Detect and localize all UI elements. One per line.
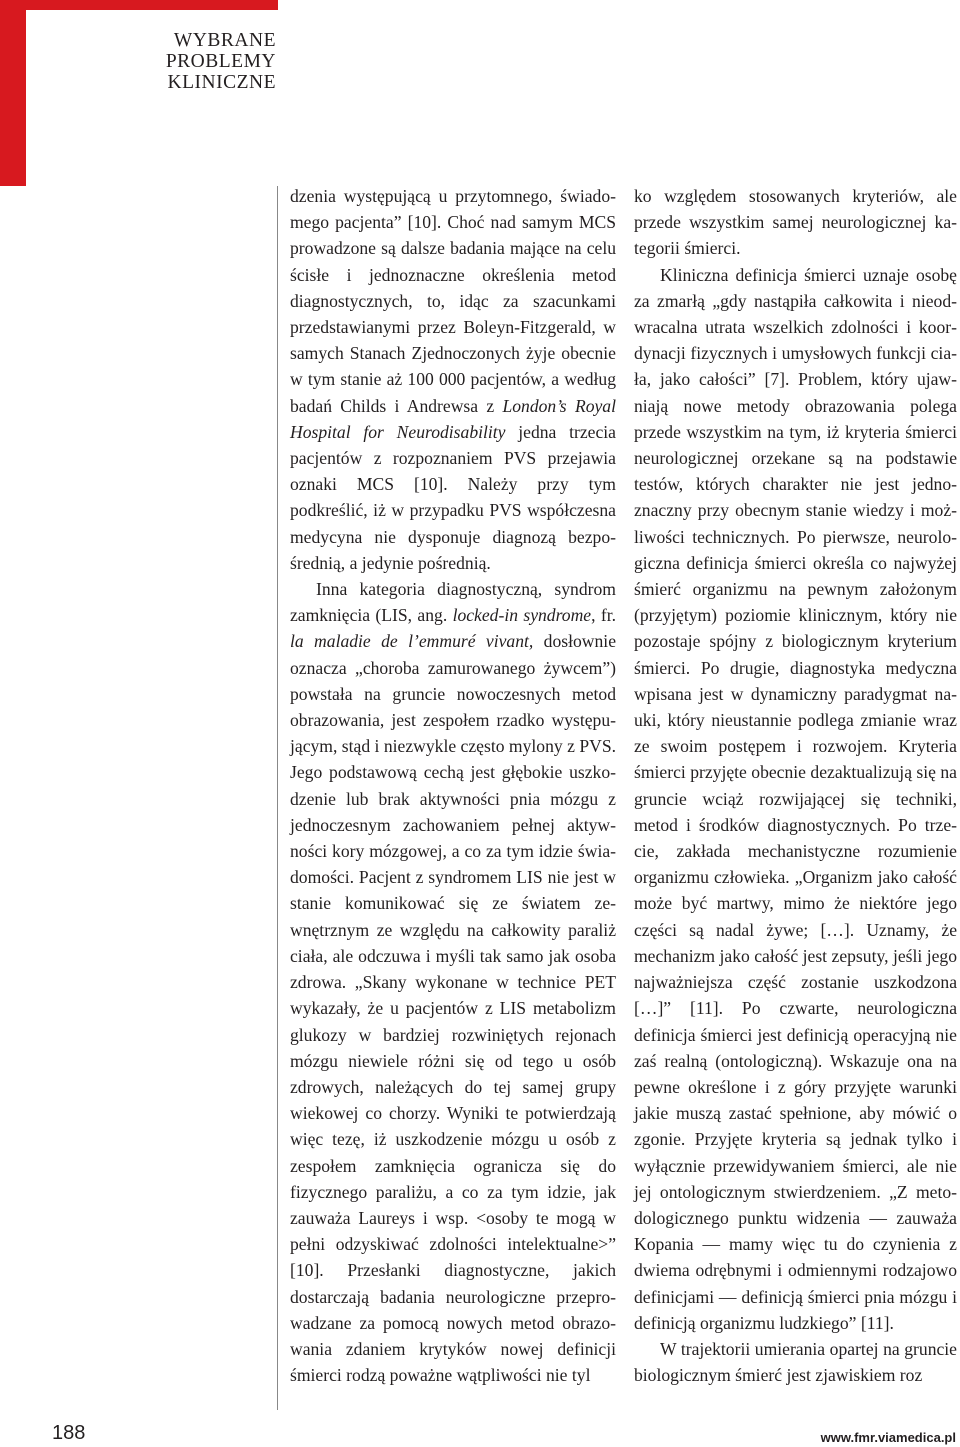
header-red-bar: [0, 0, 26, 186]
section-label: WYBRANE PROBLEMY KLINICZNE: [165, 30, 276, 93]
right-paragraph-1: ko względem stosowanych kryteriów, ale przede wszystkim samej neurologicznej kategorii śmierci.: [634, 186, 957, 259]
left-paragraph-2: Inna kategoria diagnostyczną, syndrom zamknięcia (LIS, ang. locked-in syndrome, fr. la maladie de l’emmuré vivant, dosłownie oznacza „choroba zamurowanego żywcem”) powstała na gruncie nowoczesnych metod obrazowania, jest zespołem rzadko występującym, stąd i niezwykle często mylony z PVS. Jego podstawową cechą jest głębokie uszkodzenie lub brak aktywności pnia mózgu z jednoczesnym zachowaniem pełnej aktywności kory mózgowej, a co za tym idzie świadomości. Pacjent z syndromem LIS nie jest w stanie komunikować się ze światem zewnętrznym ze względu na całkowity paraliż ciała, ale odczuwa i myśli tak samo jak osoba zdrowa. „Skany wykonane w technice PET wykazały, że u pacjentów z LIS metabolizm glukozy w bardziej rozwiniętych rejonach mózgu niewiele różni się od tego u osób zdrowych, należących do tej samej grupy wiekowej co chorzy. Wyniki te potwierdzają więc tezę, iż uszkodzenie mózgu u osób z zespołem zamknięcia ogranicza się do fizycznego paraliżu, a co za tym idzie, jak zauważa Laureys i wsp. <osoby te mogą w pełni odzyskiwać zdolności intelektualne>” [10]. Przesłanki diagnostyczne, jakich dostarczają badania neurologiczne przeprowadzane za pomocą nowych metod obrazowania zdaniem krytyków nowej definicji śmierci rodzą poważne wątpliwości nie tyl: [290, 579, 616, 1386]
right-paragraph-2: Kliniczna definicja śmierci uznaje osobę za zmarłą „gdy nastąpiła całkowita i nieodwracalna utrata wszelkich zdolności i koordynacji fizycznych i umysłowych funkcji ciała, jako całości” [7]. Problem, który ujawniają nowe metody obrazowania polega przede wszystkim na tym, iż kryteria śmierci neurologicznej orzekane są na podstawie testów, których charakter nie jest jednoznaczny przy obecnym stanie wiedzy i możliwości technicznych. Po pierwsze, neurologiczna definicja śmierci określa co najwyżej śmierć organizmu na pewnym założonym (przyjętym) poziomie klinicznym, który nie pozostaje spójny z biologicznym kryterium śmierci. Po drugie, diagnostyka medyczna wpisana jest w dynamiczny paradygmat nauki, który nieustannie podlega zmianie wraz ze swoim postępem i rozwojem. Kryteria śmierci przyjęte obecnie dezaktualizują się na gruncie wciąż rozwijającej się techniki, metod i środków diagnostycznych. Po trzecie, zakłada mechanistyczne rozumienie organizmu człowieka. „Organizm jako całość może być martwy, mimo że niektóre jego części są nadal żywe; […]. Uznamy, że mechanizm jako całość jest zepsuty, jeśli jego najważniejsza część zostanie uszkodzona […]” [11]. Po czwarte, neurologiczna definicja śmierci jest definicją operacyjną nie zaś realną (ontologiczną). Wskazuje ona na pewne określone i z góry przyjęte warunki jakie muszą zastać spełnione, aby mówić o zgonie. Przyjęte kryteria są jednak tylko i wyłącznie przewidywaniem śmierci, ale nie jej ontologicznym stwierdzeniem. „Z metodologicznego punktu widzenia — zauważa Kopania — mamy więc tu do czynienia z dwiema odrębnymi i odmiennymi rodzajowo definicjami — definicją śmierci pnia mózgu i definicją organizmu ludzkiego” [11].: [634, 264, 957, 1333]
header-red-line: [26, 0, 278, 10]
website-url: www.fmr.viamedica.pl: [820, 1430, 956, 1445]
right-paragraph-3: W trajektorii umierania opartej na gruncie biologicznym śmierć jest zjawiskiem roz: [634, 1338, 957, 1386]
italic-term: la maladie de l’emmuré vivant,: [290, 631, 534, 652]
italic-term: London’s Royal Hospital for Neurodisability: [290, 395, 616, 442]
page-number: 188: [52, 1422, 86, 1444]
italic-term: locked-in syndrome: [452, 605, 592, 626]
column-divider: [277, 186, 278, 1410]
left-paragraph-1: dzenia występującą u przytomnego, świadomego pacjenta” [10]. Choć nad samym MCS prowadzone są dalsze badania mające na celu ścisłe i jednoznaczne określenia metod diagnostycznych, to, idąc za szacunkami przedstawianymi przez Boleyn-Fitzgerald, w samych Stanach Zjednoczonych żyje obecnie w tym stanie aż 100 000 pacjentów, a według badań Childs i Andrewsa z London’s Royal Hospital for Neurodisability jedna trzecia pacjentów z rozpoznaniem PVS przejawia oznaki MCS [10]. Należy przy tym podkreślić, iż w przypadku PVS współczesna medycyna nie dysponuje diagnozą bezpośrednią, a jedynie pośrednią.: [290, 186, 616, 573]
right-column: [634, 183, 957, 1388]
left-column: [290, 183, 616, 1388]
